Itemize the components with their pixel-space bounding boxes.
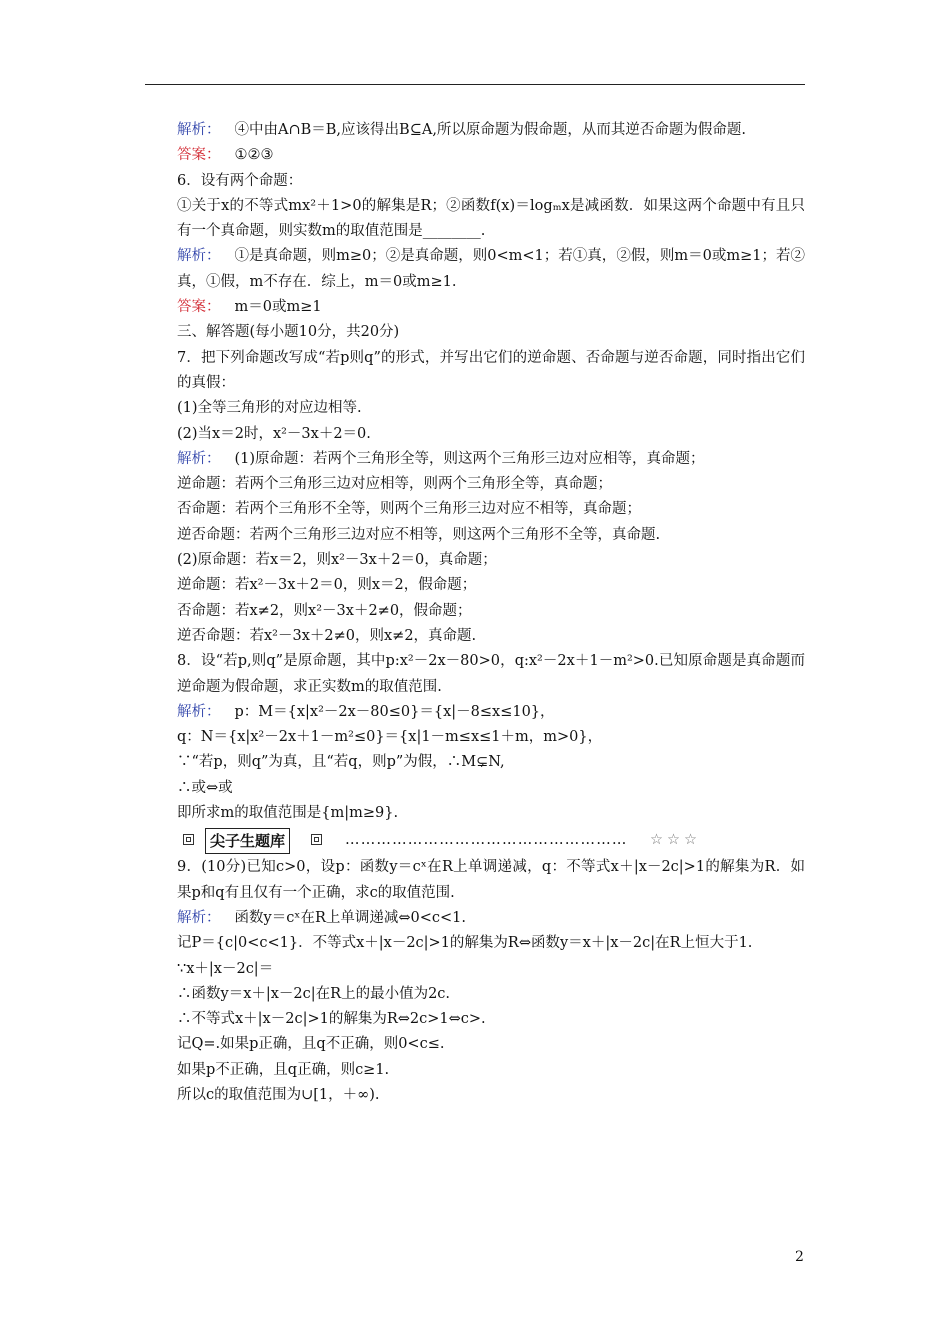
analysis-label: 解析： (177, 703, 221, 720)
paragraph-text: 否命题：若x≠2，则x²－3x＋2≠0，假命题； (177, 602, 472, 619)
paragraph (145, 244, 805, 295)
paragraph (145, 523, 805, 548)
analysis-label: 解析： (177, 909, 221, 926)
paragraph (145, 320, 805, 345)
paragraph (145, 346, 805, 397)
header-rule (145, 84, 805, 85)
paragraph (145, 396, 805, 421)
page-number: 2 (795, 1249, 804, 1265)
paragraph-text: 函数y＝cˣ在R上单调递减⇔0<c<1. (234, 909, 467, 926)
paragraph (145, 1007, 805, 1032)
paragraph-text: 逆命题：若x²－3x＋2＝0，则x＝2，假命题； (177, 577, 477, 594)
paragraph (145, 472, 805, 497)
paragraph (145, 599, 805, 624)
paragraph (145, 143, 805, 168)
solutions-part-1 (145, 118, 805, 826)
paragraph-text: 9．(10分)已知c>0，设p：函数y＝cˣ在R上单调递减，q：不等式x＋|x－2c|>1的解集为R．如果p和q有且仅有一个正确，求c的取值范围. (177, 859, 805, 901)
paragraph (145, 447, 805, 472)
paragraph (145, 855, 805, 906)
banner-dots: ……………………………………………… (345, 832, 628, 849)
paragraph-text: ∵x＋|x－2c|＝ (177, 960, 274, 977)
analysis-label: 解析： (177, 122, 221, 138)
paragraph-text: p：M＝{x|x²－2x－80≤0}＝{x|－8≤x≤10}， (234, 703, 555, 720)
paragraph-text: 逆否命题：若x²－3x＋2≠0，则x≠2，真命题. (177, 627, 477, 644)
analysis-label: 解析： (177, 248, 221, 265)
paragraph (145, 776, 805, 801)
paragraph-text: 否命题：若两个三角形不全等，则两个三角形三边对应不相等，真命题； (177, 501, 641, 518)
paragraph (145, 649, 805, 700)
paragraph-text: 记Q=.如果p正确，且q不正确，则0<c≤. (177, 1036, 445, 1053)
paragraph (145, 725, 805, 750)
square-bullet-icon (183, 834, 194, 845)
paragraph-text: 三、解答题(每小题10分，共20分) (177, 324, 400, 341)
paragraph (145, 1083, 805, 1108)
paragraph (145, 169, 805, 194)
paragraph-text: ④中由A∩B＝B,应该得出B⊆A,所以原命题为假命题，从而其逆否命题为假命题. (234, 122, 747, 138)
paragraph (145, 497, 805, 522)
paragraph (145, 957, 805, 982)
section-banner (145, 828, 805, 855)
paragraph (145, 982, 805, 1007)
paragraph-text: 所以c的取值范围为∪[1，＋∞). (177, 1086, 380, 1103)
paragraph-text: ①关于x的不等式mx²＋1>0的解集是R；②函数f(x)＝logₘx是减函数．如果这两个命题中有且只有一个真命题，则实数m的取值范围是________. (177, 197, 805, 240)
paragraph-text: 逆命题：若两个三角形三边对应相等，则两个三角形全等，真命题； (177, 476, 612, 493)
paragraph-text: 8．设“若p,则q”是原命题，其中p:x²－2x－80>0，q:x²－2x＋1－m²>0.已知原命题是真命题而逆命题为假命题，求正实数m的取值范围. (177, 653, 805, 695)
square-bullet-icon (311, 834, 322, 845)
paragraph-text: q：N＝{x|x²－2x＋1－m²≤0}＝{x|1－m≤x≤1＋m，m>0}， (177, 729, 603, 746)
paragraph (145, 1058, 805, 1083)
paragraph-text: 即所求m的取值范围是{m|m≥9}. (177, 805, 399, 822)
paragraph (145, 548, 805, 573)
paragraph-text: (1)原命题：若两个三角形全等，则这两个三角形三边对应相等，真命题； (234, 450, 705, 467)
paragraph-text: (2)当x＝2时，x²－3x＋2＝0. (177, 425, 371, 442)
paragraph (145, 573, 805, 598)
paragraph (145, 118, 805, 143)
paragraph-text: ∴不等式x＋|x－2c|>1的解集为R⇔2c>1⇔c>. (177, 1011, 486, 1028)
paragraph (145, 1032, 805, 1057)
document-body (145, 118, 805, 1108)
paragraph (145, 422, 805, 447)
paragraph-text: ∴或⇔或 (177, 779, 233, 796)
paragraph-text: 6．设有两个命题： (177, 172, 303, 189)
paragraph-text: ①②③ (234, 147, 274, 164)
paragraph (145, 931, 805, 956)
paragraph (145, 750, 805, 775)
paragraph (145, 801, 805, 826)
answer-label: 答案： (177, 299, 221, 316)
solutions-part-2 (145, 855, 805, 1108)
paragraph (145, 295, 805, 320)
paragraph-text: (2)原命题：若x＝2，则x²－3x＋2＝0，真命题； (177, 552, 497, 569)
paragraph (145, 194, 805, 245)
paragraph-text: ∵“若p，则q”为真，且“若q，则p”为假，∴M⊊N, (177, 754, 505, 771)
paragraph-text: ∴函数y＝x＋|x－2c|在R上的最小值为2c. (177, 985, 451, 1002)
paragraph-text: 逆否命题：若两个三角形三边对应不相等，则这两个三角形不全等，真命题. (177, 526, 661, 543)
answer-label: 答案： (177, 147, 221, 164)
paragraph (145, 906, 805, 931)
paragraph-text: 7．把下列命题改写成“若p则q”的形式，并写出它们的逆命题、否命题与逆否命题，同时指出它们的真假： (177, 349, 805, 391)
paragraph-text: (1)全等三角形的对应边相等. (177, 400, 362, 417)
paragraph-text: 如果p不正确，且q正确，则c≥1. (177, 1061, 390, 1078)
analysis-label: 解析： (177, 450, 221, 467)
paragraph (145, 624, 805, 649)
paragraph (145, 700, 805, 725)
paragraph-text: ①是真命题，则m≥0；②是真命题，则0<m<1；若①真，②假，则m＝0或m≥1；若②真，①假，m不存在．综上，m＝0或m≥1. (177, 248, 805, 290)
paragraph-text: m＝0或m≥1 (234, 299, 322, 316)
banner-title: 尖子生题库 (205, 828, 290, 854)
difficulty-stars-icon: ☆☆☆ (650, 832, 701, 849)
paragraph-text: 记P＝{c|0<c<1}．不等式x＋|x－2c|>1的解集为R⇔函数y＝x＋|x－2c|在R上恒大于1. (177, 935, 753, 952)
